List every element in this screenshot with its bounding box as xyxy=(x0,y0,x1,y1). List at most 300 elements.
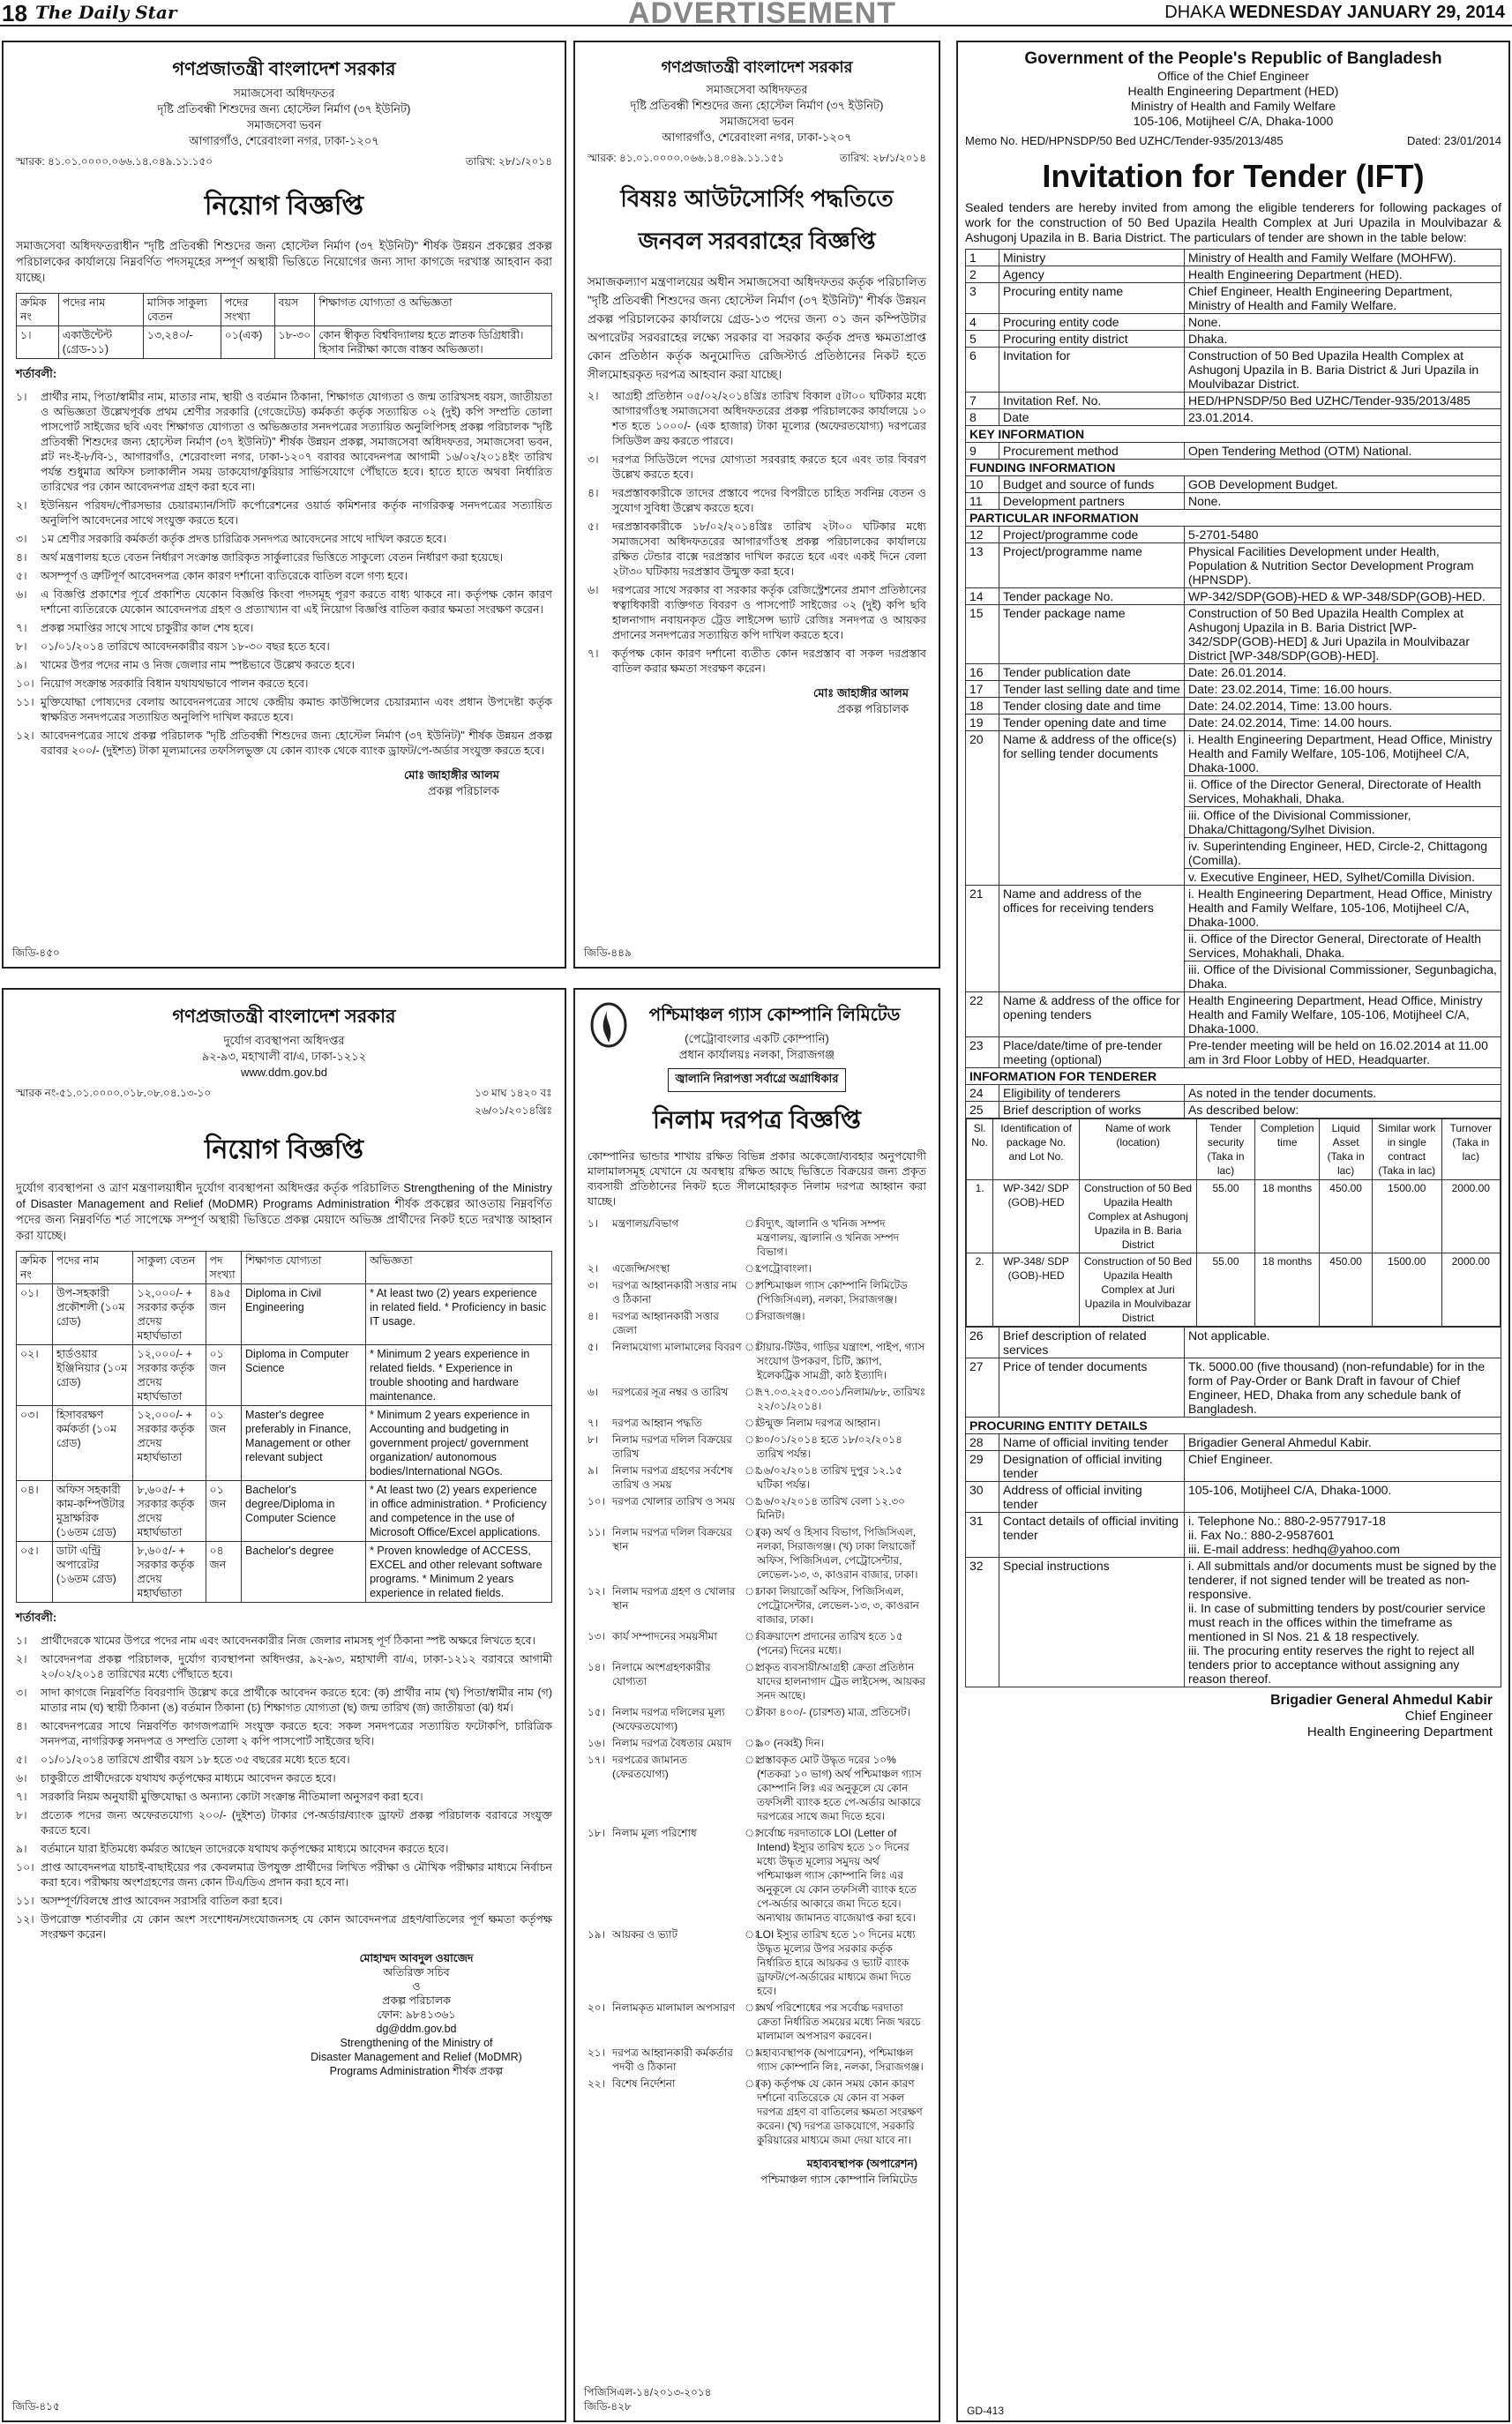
row-label: Brief description of works xyxy=(999,1102,1185,1118)
table-cell: 1. xyxy=(967,1180,993,1253)
row-number: 10 xyxy=(966,476,999,493)
item-text: ০১/০১/২০১৪ তারিখে আবেদনকারীর বয়স ১৮-৩০ বছর হতে হবে। xyxy=(41,640,330,653)
item-number: ২০। xyxy=(588,2001,605,2014)
row-value: Construction of 50 Bed Upazila Health Complex at Ashugonj Upazila in B. Baria District & Juri Upazila in Moulvibazar District. xyxy=(1185,348,1501,393)
page-header xyxy=(0,0,1512,30)
ad1-address: আগারগাঁও, শেরেবাংলা নগর, ঢাকা-১২০৭ xyxy=(189,134,379,147)
list-item xyxy=(588,1278,926,1306)
signer-line: Disaster Management and Relief (MoDMR) xyxy=(311,2051,522,2063)
section-heading: PARTICULAR INFORMATION xyxy=(966,510,1501,527)
list-item xyxy=(588,389,926,449)
table-row xyxy=(966,283,1501,314)
item-value: ১৬/০২/২০১৪ তারিখ বেলা ১২.৩০ মিনিট। xyxy=(757,1495,905,1522)
item-text: খামের উপর পদের নাম ও নিজ জেলার নাম স্পষ্টভাবে উল্লেখ করতে হবে। xyxy=(41,659,356,671)
sub-item: i. Telephone No.: 880-2-9577917-18 xyxy=(1188,1514,1386,1528)
item-number: ২১। xyxy=(588,2046,605,2059)
ad5-intro: কোম্পানির ভান্ডার শাখায় রক্ষিত বিভিন্ন প্রকার অকেজো/ব্যবহার অনুপযোগী মালামালসমূহ যেখানে যে অবস্থায় রক্ষিত আছে ভিত্তিতে বিক্রয়ের জন্য প্রকৃত ব্যবসায়ী প্রতিষ্ঠানের নিকট হতে সীলমোহরকৃত নিলাম দরপত্র আহ্বান করা যাচ্ছে। xyxy=(588,1150,926,1208)
item-number: ৬। xyxy=(16,1772,27,1784)
item-label: দরপত্র খোলার তারিখ ও সময় xyxy=(612,1495,736,1508)
row-value: 5-2701-5480 xyxy=(1185,527,1501,543)
row-value: 105-106, Motijheel C/A, Dhaka-1000. xyxy=(1185,1482,1501,1513)
table-row xyxy=(17,1542,552,1603)
list-item xyxy=(588,1629,926,1657)
separator: ঃ xyxy=(745,1928,760,1941)
row-label: Name of official inviting tender xyxy=(999,1434,1185,1451)
item-number: ১৩। xyxy=(588,1630,605,1642)
ad2-code: জিডি-৪৪৯ xyxy=(584,946,632,959)
item-number: ১। xyxy=(16,1635,27,1647)
ad5-company: পশ্চিমাঞ্চল গ্যাস কোম্পানি লিমিটেড xyxy=(648,1006,901,1025)
item-number: ১৪। xyxy=(588,1661,605,1673)
ad2-memo-row: স্মারক: ৪১.০১.০০০০.০৬৬.১৪.০৪৯.১১.১৫১ তারিখ: ২৮/১/২০১৪ xyxy=(588,152,926,164)
list-item xyxy=(16,1912,552,1942)
row-value: Health Engineering Department (HED). xyxy=(1185,266,1501,283)
table-row xyxy=(966,588,1501,605)
separator: ঃ xyxy=(745,1737,760,1749)
row-value: Not applicable. xyxy=(1185,1328,1501,1358)
separator: ঃ xyxy=(745,1630,760,1642)
signer-line: অতিরিক্ত সচিব xyxy=(383,1966,450,1979)
sub-item: i. Health Engineering Department, Head Office, Ministry Health and Family Welfare, 105-106, Motijheel C/A, Dhaka-1000. xyxy=(1185,886,1501,931)
ad5-badge: জ্বালানি নিরাপত্তা সর্বাগ্রে অগ্রাধিকার xyxy=(668,1068,847,1092)
item-text: প্রার্থীর নাম, পিতা/স্বামীর নাম, মাতার নাম, স্থায়ী ও বর্তমান ঠিকানা, শিক্ষাগত যোগ্যতা ও জন্ম তারিখসহ বয়স, জাতীয়তা ও অভিজ্ঞতা উল্লেখপূর্বক প্রথম শ্রেণীর সরকারি (গেজেটেড) কর্মকর্তা কর্তৃক সত্যায়িত ০২ (দুই) কপি সম্প্রতি তোলা পাসপোর্ট সাইজের ছবি এবং শিক্ষাগত যোগ্যতা ও অভিজ্ঞতার সনদপত্রের সত্যায়িত অনুলিপিসহ প্রকল্প পরিচালক "দৃষ্টি প্রতিবন্ধী শিশুদের জন্য হোস্টেল নির্মাণ (৩৭ ইউনিট)" শীর্ষক উন্নয়ন প্রকল্প, সমাজসেবা অধিদফতর, সমাজসেবা ভবন, প্লট নং-ই-৮/বি-১, আগারগাঁও, শেরেবাংলা নগর, ঢাকা-১২০৭ বরাবর আবেদনপত্র আগামী ১৬/০২/২০১৪ইং তারিখ পর্যন্ত শুধুমাত্র অফিস চলাকালীন সময় ডাকযোগ/কুরিয়ার সার্ভিসযোগে পৌঁছাতে হবে। হাতে হাতে অথবা নির্ধারিত তারিখের পর কোন আবেদনপত্র গ্রহণ করা হবে না। xyxy=(41,391,552,493)
section-heading: PROCURING ENTITY DETAILS xyxy=(966,1418,1501,1434)
row-value: As noted in the tender documents. xyxy=(1185,1085,1501,1102)
ad4-gov: গণপ্রজাতন্ত্রী বাংলাদেশ সরকার xyxy=(172,1006,396,1027)
table-cell: 55.00 xyxy=(1197,1253,1255,1327)
section-heading: INFORMATION FOR TENDERER xyxy=(966,1068,1501,1085)
separator: ঃ xyxy=(745,1279,760,1291)
row-number: 2 xyxy=(966,266,999,283)
list-item xyxy=(16,1686,552,1716)
item-text: দরপত্রের সাথে সরকার বা সরকার কর্তৃক রেজিস্ট্রেশনের প্রমাণ প্রতিষ্ঠানের স্বত্বাধিকারী ব্যক্তিগত বিবরণ ও পাসপোর্ট সাইজের ০২ (দুই) কপি ছবি হালনাগাদ নবায়নকৃত ট্রেড লাইসেন্স ভ্যাট রেজিঃ সনদপত্র ও আয়কর প্রদানের সনদপত্রের সত্যায়িত কপি দাখিল করতে হবে। xyxy=(612,584,926,641)
list-item xyxy=(16,498,552,528)
column-header: পদের নাম xyxy=(52,1252,133,1284)
item-number: ৫। xyxy=(16,1754,27,1766)
table-cell: Diploma in Computer Science xyxy=(242,1345,366,1406)
list-item xyxy=(16,1634,552,1649)
item-text: মুক্তিযোদ্ধা পোষ্যদের বেলায় আবেদনপত্রের সাথে কেন্দ্রীয় কমান্ড কাউন্সিলের চেয়ারম্যান এবং প্রধান উপদেষ্টা কর্তৃক স্বাক্ষরিত সনদপত্রের সত্যায়িত অনুলিপি দাখিল করতে হবে। xyxy=(41,696,552,723)
ad1-building: সমাজসেবা ভবন xyxy=(246,118,322,131)
item-label: দরপত্র আহ্বানকারী কর্মকর্তার পদবী ও ঠিকানা xyxy=(612,2046,733,2073)
column-header: অভিজ্ঞতা xyxy=(366,1252,552,1284)
row-number: 15 xyxy=(966,605,999,664)
table-cell: উপ-সহকারী প্রকৌশলী (১০ম গ্রেড) xyxy=(52,1284,133,1345)
row-label: Brief description of related services xyxy=(999,1328,1185,1358)
row-value: Tk. 5000.00 (five thousand) (non-refundable) for in the form of Pay-Order or Bank Draft in favour of Chief Engineer, HED, Dhaka from any schedule bank of Bangladesh. xyxy=(1185,1358,1501,1418)
column-header: Tender security (Taka in lac) xyxy=(1197,1119,1255,1180)
ad2-title-2: জনবল সরবরাহের বিজ্ঞপ্তি xyxy=(638,228,876,254)
row-value: Health Engineering Department, Head Office, Ministry Health and Family Welfare, 105-106, Motijheel C/A, Dhaka-1000. xyxy=(1185,992,1501,1037)
table-cell: ১২,০০০/- + সরকার কর্তৃক প্রদেয় মহার্ঘভাতা xyxy=(133,1406,206,1481)
sub-item: iii. Office of the Divisional Commissioner, Dhaka/Chittagong/Sylhet Division. xyxy=(1185,807,1501,838)
table-row: 32 Special instructions i. All submittals and/or documents must be signed by the tenderer, if not signed tender will be treated as non-responsive. ii. In case of submitting tenders by post/courier service must reach in the offices within the timeframe as mentioned in Sl Nos. 21 & 18 respectively. iii. The procuring entity reserves the right to reject all tenders prior to acceptance without assigning any reason thereof. xyxy=(966,1558,1501,1687)
item-number: ২। xyxy=(16,499,27,512)
gas-company-logo-icon xyxy=(589,1002,628,1051)
table-cell: ০১। xyxy=(17,1284,53,1345)
item-text: ইউনিয়ন পরিষদ/পৌরসভার চেয়ারম্যান/সিটি কর্পোরেশনের ওয়ার্ড কমিশনার কর্তৃক নাগরিকত্ব সনদপত্রের সত্যায়িত অনুলিপি আবেদনের সাথে সংযুক্ত করতে হবে। xyxy=(41,499,552,527)
separator: ঃ xyxy=(745,1341,760,1353)
list-item xyxy=(588,453,926,483)
list-item xyxy=(16,569,552,584)
item-text: আবেদনপত্রের সাথে নিম্নবর্ণিত কাগজপত্রাদি সংযুক্ত করতে হবে: সকল সনদপত্রের সত্যায়িত ফটোকপি, চারিত্রিক সনদপত্র, নাগরিকত্ব সনদপত্র ও সম্প্রতি তোলা ২ কপি পাসপোর্ট সাইজের ছবি। xyxy=(41,1720,552,1747)
table-row xyxy=(17,1284,552,1345)
item-text: আবেদনপত্র প্রকল্প পরিচালক, দুর্যোগ ব্যবস্থাপনা অধিদপ্তর, ৯২-৯৩, মহাখালী বা/এ, ঢাকা-১২১২ বরাবরে আগামী ২০/০২/২০১৪ তারিখের মধ্যে পৌঁছাতে হবে। xyxy=(41,1653,552,1680)
ad3-signature: Brigadier General Ahmedul Kabir Chief Engineer Health Engineering Department xyxy=(1270,1693,1493,1739)
column-header: পদ সংখ্যা xyxy=(206,1252,241,1284)
ad3-memo-row: Memo No. HED/HPNSDP/50 Bed UZHC/Tender-935/2013/485 Dated: 23/01/2014 xyxy=(965,134,1501,147)
item-number: ৬। xyxy=(16,588,27,601)
row-label: Date xyxy=(999,409,1185,426)
section-heading: FUNDING INFORMATION xyxy=(966,460,1501,476)
row-label: Budget and source of funds xyxy=(999,476,1185,493)
ad2-gov: গণপ্রজাতন্ত্রী বাংলাদেশ সরকার xyxy=(661,58,853,76)
item-value: ১৬/০২/২০১৪ তারিখ দুপুর ১২.১৫ ঘটিকা পর্যন্ত। xyxy=(757,1464,902,1491)
list-item xyxy=(16,658,552,673)
table-row xyxy=(17,1406,552,1481)
row-number: 16 xyxy=(966,664,999,681)
item-text: নিয়োগ সংক্রান্ত সরকারি বিধান যথাযথভাবে পালন করতে হবে। xyxy=(41,677,309,690)
row-label: Project/programme code xyxy=(999,527,1185,543)
ad2-building: সমাজসেবা ভবন xyxy=(719,115,795,128)
table-row xyxy=(966,393,1501,409)
item-number: ৪। xyxy=(16,551,27,564)
table-cell: 2000.00 xyxy=(1441,1180,1500,1253)
ad5-signature: মহাব্যবস্থাপক (অপারেশন) পশ্চিমাঞ্চল গ্যাস কোম্পানি লিমিটেড xyxy=(760,2158,917,2186)
table-row xyxy=(966,1328,1501,1358)
table-cell: * Proven knowledge of ACCESS, EXCEL and other relevant software programs. * Minimum 2 years experience in related fields. xyxy=(366,1542,552,1603)
item-number: ১৯। xyxy=(588,1928,605,1941)
row-label: Invitation Ref. No. xyxy=(999,393,1185,409)
table-row xyxy=(966,476,1501,493)
row-value: Pre-tender meeting will be held on 16.02.2014 at 11.00 am in 3rd Floor Lobby of HED, Headquarter. xyxy=(1185,1037,1501,1068)
ad4-conditions-label: শর্তাবলী: xyxy=(16,1611,57,1624)
separator: ঃ xyxy=(745,1386,760,1398)
row-label: Procuring entity district xyxy=(999,331,1185,348)
item-number: ১৬। xyxy=(588,1737,605,1749)
item-label: নিলাম দরপত্র দলিল বিক্রয়ের স্থান xyxy=(612,1526,732,1552)
table-row xyxy=(966,681,1501,698)
ad4-web: www.ddm.gov.bd xyxy=(240,1066,328,1079)
item-text: আগ্রহী প্রতিষ্ঠান ০৫/০২/২০১৪খ্রিঃ তারিখ বিকাল ৫টা০০ ঘটিকার মধ্যে আগারগাঁওস্থ সমাজসেবা অধিদফতরের প্রকল্প পরিচালকের কার্যালয়ে ১০ শত হতে ১০০০/- (এক হাজার) টাকা মূল্যের (অফেরতযোগ্য) দরপত্রের সিডিউল ক্রয় করতে পারবে। xyxy=(612,390,926,447)
table-cell: 18 months xyxy=(1254,1180,1319,1253)
ad3-title: Government of the People's Republic of Bangladesh xyxy=(1024,49,1442,68)
row-value: WP-342/SDP(GOB)-HED & WP-348/SDP(GOB)-HED. xyxy=(1185,588,1501,605)
row-label: Price of tender documents xyxy=(999,1358,1185,1418)
row-value: As described below: xyxy=(1185,1102,1501,1118)
item-text: প্রার্থীদেরকে খামের উপরে পদের নাম এবং আবেদনকারীর নিজ জেলার নামসহ পূর্ণ ঠিকানা স্পষ্ট অক্ষরে লিখতে হবে। xyxy=(41,1635,535,1647)
ad1-code: জিডি-৪৫০ xyxy=(12,946,60,959)
table-cell: ডাটা এন্ট্রি অপারেটর (১৬তম গ্রেড) xyxy=(52,1542,133,1603)
row-label: Procuring entity code xyxy=(999,314,1185,331)
sub-item: iv. Superintending Engineer, HED, Circle-2, Chittagong (Comilla). xyxy=(1185,838,1501,869)
signer-line: ফোন: ৯৮৪১৩৬১ xyxy=(377,2009,456,2021)
table-row: 31 Contact details of official inviting tender i. Telephone No.: 880-2-9577917-18 ii. Fax No.: 880-2-9587601 iii. E-mail address: hedhq@yahoo.com xyxy=(966,1513,1501,1558)
row-number: 22 xyxy=(966,992,999,1037)
row-number: 25 xyxy=(966,1102,999,1118)
column-header: Identification of package No. and Lot No. xyxy=(993,1119,1080,1180)
ad5-code: পিজিসিএল-১৪/২০১৩-২০১৪ xyxy=(584,2386,712,2398)
row-number: 5 xyxy=(966,331,999,348)
separator: ঃ xyxy=(745,1433,760,1446)
row-value: GOB Development Budget. xyxy=(1185,476,1501,493)
item-number: ৭। xyxy=(588,647,599,660)
list-item xyxy=(16,550,552,565)
ad3-works-table xyxy=(966,1118,1501,1327)
separator: ঃ xyxy=(745,1585,760,1597)
item-number: ১১। xyxy=(16,1895,34,1907)
ad1-project: দৃষ্টি প্রতিবন্ধী শিশুদের জন্য হোস্টেল নির্মাণ (৩৭ ইউনিট) xyxy=(157,102,411,116)
separator: ঃ xyxy=(745,1217,760,1230)
row-number: 13 xyxy=(966,543,999,588)
page-number: 18 xyxy=(2,0,27,26)
row-label: Name & address of the office for opening tenders xyxy=(999,992,1185,1037)
row-number: 30 xyxy=(966,1482,999,1513)
ad1-gov: গণপ্রজাতন্ত্রী বাংলাদেশ সরকার xyxy=(172,59,396,79)
item-label: দরপত্র আহ্বানকারী সত্তার নাম ও ঠিকানা xyxy=(612,1279,737,1306)
table-row: 21 Name and address of the offices for receiving tenders i. Health Engineering Department, Head Office, Ministry Health and Family Welfare, 105-106, Motijheel C/A, Dhaka-1000. ii. Office of the Director General, Directorate of Health Services, Mohakhali, Dhaka. iii. Office of the Divisional Commissioner, Segunbagicha, Dhaka. xyxy=(966,886,1501,992)
row-value: HED/HPNSDP/50 Bed UZHC/Tender-935/2013/485 xyxy=(1185,393,1501,409)
separator: ঃ xyxy=(745,1661,760,1673)
item-number: ৫। xyxy=(16,570,27,582)
separator: ঃ xyxy=(745,1495,760,1508)
row-label: Procuring entity name xyxy=(999,283,1185,314)
list-item xyxy=(588,1385,926,1413)
table-cell: 55.00 xyxy=(1197,1180,1255,1253)
item-number: ১১। xyxy=(16,696,34,708)
item-number: ৪। xyxy=(588,1310,599,1322)
item-value: পেট্রোবাংলা। xyxy=(757,1262,812,1275)
table-row xyxy=(17,1345,552,1406)
ad1-conditions-label: শর্তাবলী: xyxy=(16,367,57,380)
row-value: Physical Facilities Development under Health, Population & Nutrition Sector Development Program (HPNSDP). xyxy=(1185,543,1501,588)
ad-recruitment-social-services xyxy=(2,41,566,969)
ad1-memo-row: স্মারক: ৪১.০১.০০০০.০৬৬.১৪.০৪৯.১১.১৫০ তারিখ: ২৮/১/২০১৪ xyxy=(16,155,552,168)
item-value: বিদ্যুৎ, জ্বালানি ও খনিজ সম্পদ মন্ত্রণালয়, জ্বালানি ও খনিজ সম্পদ বিভাগ। xyxy=(757,1217,900,1258)
item-text: প্রত্যেক পদের জন্য অফেরতযোগ্য ২০০/- (দুইশত) টাকার পে-অর্ডার/ব্যাংক ড্রাফট প্রকল্প পরিচালক বরাবরে সংযুক্ত করতে হবে। xyxy=(41,1809,552,1837)
column-header: Similar work in single contract (Taka in lac) xyxy=(1372,1119,1441,1180)
table-cell: 18 months xyxy=(1254,1253,1319,1327)
ad-auction-gas-company xyxy=(573,988,940,2422)
item-number: ১৭। xyxy=(588,1754,605,1766)
separator: ঃ xyxy=(745,1706,760,1718)
list-item xyxy=(16,1790,552,1805)
table-row xyxy=(966,992,1501,1037)
row-value: Chief Engineer, Health Engineering Department, Ministry of Health and Family Welfare. xyxy=(1185,283,1501,314)
item-value: টাকা ৪০০/- (চারশত) মাত্র, প্রতিসেট। xyxy=(757,1706,910,1718)
item-value: সর্বোচ্চ দরদাতাকে LOI (Letter of Intend) ইস্যুর তারিখ হতে ১০ দিনের মধ্যে উদ্ধৃত মূল্যের সমুদয় অর্থ পশ্চিমাঞ্চল গ্যাস কোম্পানি লিঃ এর অনুকূলে যে কোন তফসিলী ব্যাংক হতে পে-অর্ডার আকারে জমা দিতে হবে। অন্যথায় জামানত বাজেয়াপ্ত করা হবে। xyxy=(757,1827,917,1924)
table-cell: * Minimum 2 years experience in Accounting and budgeting in government project/ government organization/ autonomous bodies/International NGOs. xyxy=(366,1406,552,1481)
item-number: ৬। xyxy=(588,584,599,596)
item-number: ৩। xyxy=(16,1687,27,1699)
row-label: Project/programme name xyxy=(999,543,1185,588)
item-text: বর্তমানে যারা ইতিমধ্যে কর্মরত আছেন তাদেরকে যথাযথ কর্তৃপক্ষের মাধ্যমে আবেদন করতে হবে। xyxy=(41,1843,449,1855)
row-label: Place/date/time of pre-tender meeting (optional) xyxy=(999,1037,1185,1068)
item-number: ২। xyxy=(588,1262,599,1275)
item-label: দরপত্র আহ্বান পদ্ধতি xyxy=(612,1417,702,1429)
ad2-title-1: বিষয়ঃ আউটসোর্সিং পদ্ধতিতে xyxy=(620,185,894,212)
item-number: ৪। xyxy=(16,1720,27,1732)
table-cell: Construction of 50 Bed Upazila Health Complex at Juri Upazila in Moulvibazar District xyxy=(1080,1253,1197,1327)
table-cell: ০১ জন xyxy=(206,1406,241,1481)
table-cell: ০১ জন xyxy=(206,1481,241,1542)
table-row xyxy=(966,1482,1501,1513)
row-label: Tender package name xyxy=(999,605,1185,664)
item-text: এ বিজ্ঞপ্তি প্রকাশের পূর্বে প্রকাশিত যেকোন বিজ্ঞপ্তি কিংবা পদসমূহ পূরণ করতে বাধ্য থাকবে না। কর্তৃপক্ষ কোন কারণ দর্শানো ব্যতিরেকে যেকোন আবেদনপত্র গ্রহণ ও প্রত্যাখ্যান বা এই নিয়োগ বিজ্ঞপ্তি বাতিল করার ক্ষমতা সংরক্ষণ করেন। xyxy=(41,588,552,616)
table-row xyxy=(966,1358,1501,1418)
row-value: Construction of 50 Bed Upazila Health Complex at Ashugonj Upazila in B. Baria District [WP-342/SDP(GOB)-HED] & Juri Upazila in Moulvibazar District [WP-348/SDP(GOB)-HED]. xyxy=(1185,605,1501,664)
column-header: Turnover (Taka in lac) xyxy=(1441,1119,1500,1180)
ad4-code: জিডি-৪১৫ xyxy=(12,2400,60,2413)
item-label: নিলাম দরপত্র দলিল বিক্রয়ের তারিখ xyxy=(612,1433,732,1460)
ad-recruitment-ddm xyxy=(2,988,566,2422)
list-item xyxy=(588,2001,926,2043)
ad2-signature: মোঃ জাহাঙ্গীর আলম প্রকল্প পরিচালক xyxy=(813,686,909,715)
item-label: এজেন্সি/সংস্থা xyxy=(612,1262,670,1275)
table-row xyxy=(966,664,1501,681)
list-item xyxy=(16,390,552,495)
ad3-line: 105-106, Motijheel C/A, Dhaka-1000 xyxy=(1133,114,1334,128)
ad2-items xyxy=(588,389,926,677)
row-label: Tender last selling date and time xyxy=(999,681,1185,698)
row-value: Date: 23.02.2014, Time: 16.00 hours. xyxy=(1185,681,1501,698)
table-row xyxy=(966,698,1501,714)
table-row xyxy=(966,250,1501,266)
sub-item: ii. In case of submitting tenders by post/courier service must reach in the offices within the timeframe as mentioned in Sl Nos. 21 & 18 respectively. xyxy=(1188,1601,1486,1643)
sub-item: iii. The procuring entity reserves the right to reject all tenders prior to acceptance without assigning any reason thereof. xyxy=(1188,1643,1475,1686)
column-header: ক্রমিক নং xyxy=(17,1252,53,1284)
ad1-dept: সমাজসেবা অধিদফতর xyxy=(233,86,335,100)
item-number: ৪। xyxy=(588,487,599,499)
item-number: ৮। xyxy=(16,640,27,653)
item-text: ০১/০১/২০১৪ তারিখে প্রার্থীর বয়স ১৮ হতে ৩৫ বছরের মধ্যে হতে হবে। xyxy=(41,1754,350,1766)
separator: ঃ xyxy=(745,1262,760,1275)
item-label: মন্ত্রণালয়/বিভাগ xyxy=(612,1217,679,1230)
ad-invitation-for-tender xyxy=(956,41,1510,2422)
list-item xyxy=(16,532,552,547)
table-cell: হার্ডওয়ার ইঞ্জিনিয়ার (১০ম গ্রেড) xyxy=(52,1345,133,1406)
item-number: ১০। xyxy=(588,1495,605,1508)
row-label: Ministry xyxy=(999,250,1185,266)
sub-item: i. All submittals and/or documents must be signed by the tenderer, if not signed tender will be treated as non-responsive. xyxy=(1188,1559,1497,1601)
row-number: 9 xyxy=(966,443,999,460)
table-cell: ৮,৬০৫/- + সরকার কর্তৃক প্রদেয় মহার্ঘভাতা xyxy=(133,1481,206,1542)
item-number: ৯। xyxy=(588,1464,599,1477)
item-label: নিলাম মূল্য পরিশোধ xyxy=(612,1827,697,1839)
dateline: DHAKA WEDNESDAY JANUARY 29, 2014 xyxy=(1164,3,1505,22)
item-label: নিলাম দরপত্র গ্রহণ ও খোলার স্থান xyxy=(612,1585,736,1612)
list-item xyxy=(588,486,926,516)
item-label: দরপত্র আহ্বানকারী সত্তার জেলা xyxy=(612,1310,719,1336)
list-item xyxy=(588,1705,926,1733)
item-text: উপরোক্ত শর্তাবলীর যে কোন অংশ সংশোধন/সংযোজনসহ যে কোন আবেদনপত্র গ্রহণ/বাতিলের পূর্ণ ক্ষমতা কর্তৃপক্ষ সংরক্ষণ করেন। xyxy=(41,1913,552,1941)
item-text: কর্তৃপক্ষ কোন কারণ দর্শানো ব্যতীত কোন দরপ্রস্তাব বা সকল দরপ্রস্তাব বাতিল করার ক্ষমতা সংরক্ষণ করেন। xyxy=(612,647,926,675)
item-number: ৯। xyxy=(16,1843,27,1855)
table-cell: 2. xyxy=(967,1253,993,1327)
list-item xyxy=(16,1842,552,1857)
table-row: ১। একাউন্টেন্ট (গ্রেড-১১) ১৩,২৪০/- ০১(এক) ১৮-৩০ কোন স্বীকৃত বিশ্ববিদ্যালয় হতে স্নাতক ডিগ্রিধারী। হিসাব নিরীক্ষা কাজে বাস্তব অভিজ্ঞতা। xyxy=(17,326,552,359)
table-row xyxy=(17,1481,552,1542)
list-item xyxy=(588,1753,926,1823)
table-cell: 2000.00 xyxy=(1441,1253,1500,1327)
item-text: প্রকল্প সমাপ্তির সাথে সাথে চাকুরীর কাল শেষ হবে। xyxy=(41,622,254,634)
item-number: ২। xyxy=(16,1653,27,1665)
ad4-post-table xyxy=(16,1251,552,1603)
list-item xyxy=(16,1808,552,1838)
item-text: প্রাপ্ত আবেদনপত্র যাচাই-বাছাইয়ের পর কেবলমাত্র উপযুক্ত প্রার্থীদের লিখিত পরীক্ষা ও মৌখিক পরীক্ষার মাধ্যমে নির্বাচন করা হবে। পরীক্ষায় অংশগ্রহণের জন্য কোন টিএ/ডিএ প্রদান করা হবে না। xyxy=(41,1861,552,1889)
table-cell: 1500.00 xyxy=(1372,1180,1441,1253)
sub-item: i. Health Engineering Department, Head Office, Ministry Health and Family Welfare, 105-106, Motijheel C/A, Dhaka-1000. xyxy=(1185,731,1501,776)
table-row xyxy=(967,1253,1501,1327)
item-label: নিলামকৃত মালামাল অপসারণ xyxy=(612,2001,736,2014)
item-text: দরপ্রস্তাবকারীকে ১৮/০২/২০১৪খ্রিঃ তারিখ ২টা০০ ঘটিকার মধ্যে সমাজসেবা অধিদফতরের আগারগাঁওস্থ প্রকল্প পরিচালকের কার্যালয়ে রক্ষিত টেন্ডার বাক্সে দরপ্রস্তাব দাখিল করতে হবে এবং একই দিনে বেলা ২টা৩০ ঘটিকায় দরপ্রস্তাব উন্মুক্ত করা হবে। xyxy=(612,520,926,578)
list-item xyxy=(16,587,552,617)
item-text: সাদা কাগজে নিম্নবর্ণিত বিবরণাদি উল্লেখ করে প্রার্থীকে আবেদন করতে হবে: (ক) প্রার্থীর নাম (খ) পিতা/স্বামীর নাম (গ) মাতার নাম (ঘ) স্থায়ী ঠিকানা (ঙ) বর্তমান ঠিকানা (চ) শিক্ষাগত যোগ্যতা (ছ) জন্ম তারিখ (জ) জাতীয়তা (ঝ) ধর্ম। xyxy=(41,1687,552,1714)
item-label: নিলামযোগ্য মালামালের বিবরণ xyxy=(612,1341,742,1353)
table-cell: Diploma in Civil Engineering xyxy=(242,1284,366,1345)
ad3-line: Ministry of Health and Family Welfare xyxy=(1130,99,1336,113)
list-item xyxy=(588,1494,926,1522)
list-item xyxy=(16,1860,552,1890)
ad5-sub1: (পেট্রোবাংলার একটি কোম্পানি) xyxy=(685,1032,829,1045)
row-number: 11 xyxy=(966,493,999,510)
column-header: Liquid Asset (Taka in lac) xyxy=(1320,1119,1372,1180)
separator: ঃ xyxy=(745,1827,760,1839)
item-number: ৫। xyxy=(588,520,599,533)
list-item xyxy=(588,647,926,677)
item-number: ২২। xyxy=(588,2077,605,2090)
item-text: আবেদনপত্রের সাথে প্রকল্প পরিচালক "দৃষ্টি প্রতিবন্ধী শিশুদের জন্য হোস্টেল নির্মাণ (৩৭ ইউনিট)" শীর্ষক উন্নয়ন প্রকল্প বরাবর ২০০/- (দুইশত) টাকা মূল্যমানের তফসিলভুক্ত যে কোন ব্যাংক থেকে ব্যাংক ড্রাফট/পে-অর্ডার সংযুক্ত করতে হবে। xyxy=(41,729,552,757)
table-row xyxy=(966,331,1501,348)
item-text: দরপত্র সিডিউলে পদের যোগ্যতা সরবরাহ করতে হবে এবং তার বিবরণ উল্লেখ করতে হবে। xyxy=(612,453,926,481)
section-heading: KEY INFORMATION xyxy=(966,426,1501,443)
row-number: 23 xyxy=(966,1037,999,1068)
table-row xyxy=(967,1180,1501,1253)
item-number: ১৫। xyxy=(588,1706,605,1718)
list-item xyxy=(16,1771,552,1786)
item-number: ৭। xyxy=(16,622,27,634)
ad-outsourcing xyxy=(573,41,940,969)
table-cell: 1500.00 xyxy=(1372,1253,1441,1327)
separator: ঃ xyxy=(745,2001,760,2014)
ad4-memo-row: স্মারক নং-৫১.০১.০০০০.০১৮.০৮.০৪.১৩-১০ ১৩ মাঘ ১৪২০ বঃ ২৬/০১/২০১৪খ্রিঃ xyxy=(16,1087,552,1117)
row-value: None. xyxy=(1185,493,1501,510)
table-row xyxy=(966,409,1501,426)
row-number: 3 xyxy=(966,283,999,314)
ad1-signature: মোঃ জাহাঙ্গীর আলম প্রকল্প পরিচালক xyxy=(404,768,499,797)
ad1-intro: সমাজসেবা অধিদফতরাধীন "দৃষ্টি প্রতিবন্ধী শিশুদের জন্য হোস্টেল নির্মাণ (৩৭ ইউনিট)" শীর্ষক উন্নয়ন প্রকল্পের প্রকল্প পরিচালকের কার্যালয়ে নিম্নবর্ণিত পদসমূহের সম্পূর্ণ অস্থায়ী ভিত্তিতে নিয়োগের জন্য সাদা কাগজে দরখাস্ত আহবান করা যাচ্ছে। xyxy=(16,239,552,284)
item-number: ৩। xyxy=(16,533,27,545)
ad2-address: আগারগাঁও, শেরেবাংলা নগর, ঢাকা-১২০৭ xyxy=(662,131,852,144)
item-label: নিলাম দরপত্র বৈধতার মেয়াদ xyxy=(612,1737,732,1749)
row-label: Tender publication date xyxy=(999,664,1185,681)
column-header: Name of work (location) xyxy=(1080,1119,1197,1180)
ad3-intro: Sealed tenders are hereby invited from among the eligible tenderers for following packages of work for the construction of 50 Bed Upazila Health Complex at Juri Upazila in Moulvibazar & Ashugonj Upazila in B. Baria District. The particulars of tender are shown in the table below: xyxy=(965,200,1501,244)
list-item xyxy=(16,1652,552,1682)
row-value: Dhaka. xyxy=(1185,331,1501,348)
item-value: (ক) অর্থ ও হিসাব বিভাগ, পিজিসিএল, নলকা, সিরাজগঞ্জ। (খ) ঢাকা লিয়াজোঁ অফিস, পিজিসিএল, পেট্রোসেন্টার, লেভেল-১৩, ৩, কাওরান বাজার, ঢাকা। xyxy=(757,1526,918,1581)
table-row xyxy=(966,714,1501,731)
item-number: ৭। xyxy=(588,1417,599,1429)
item-label: নিলাম দরপত্র দলিলের মূল্য (অফেরতযোগ্য) xyxy=(612,1706,725,1732)
table-cell: WP-342/ SDP (GOB)-HED xyxy=(993,1180,1080,1253)
ad5-sub2: প্রধান কার্যালয়ঃ নলকা, সিরাজগঞ্জ xyxy=(678,1048,835,1061)
item-number: ১০। xyxy=(16,1861,34,1874)
row-number: 4 xyxy=(966,314,999,331)
table-row xyxy=(966,493,1501,510)
row-number: 7 xyxy=(966,393,999,409)
item-value: অর্থ পরিশোধের পর সর্বোচ্চ দরদাতা ক্রেতা নির্ধারিত সময়ের মধ্যে নিজ খরচে মালামাল অপসারণ করবেন। xyxy=(757,2001,921,2042)
